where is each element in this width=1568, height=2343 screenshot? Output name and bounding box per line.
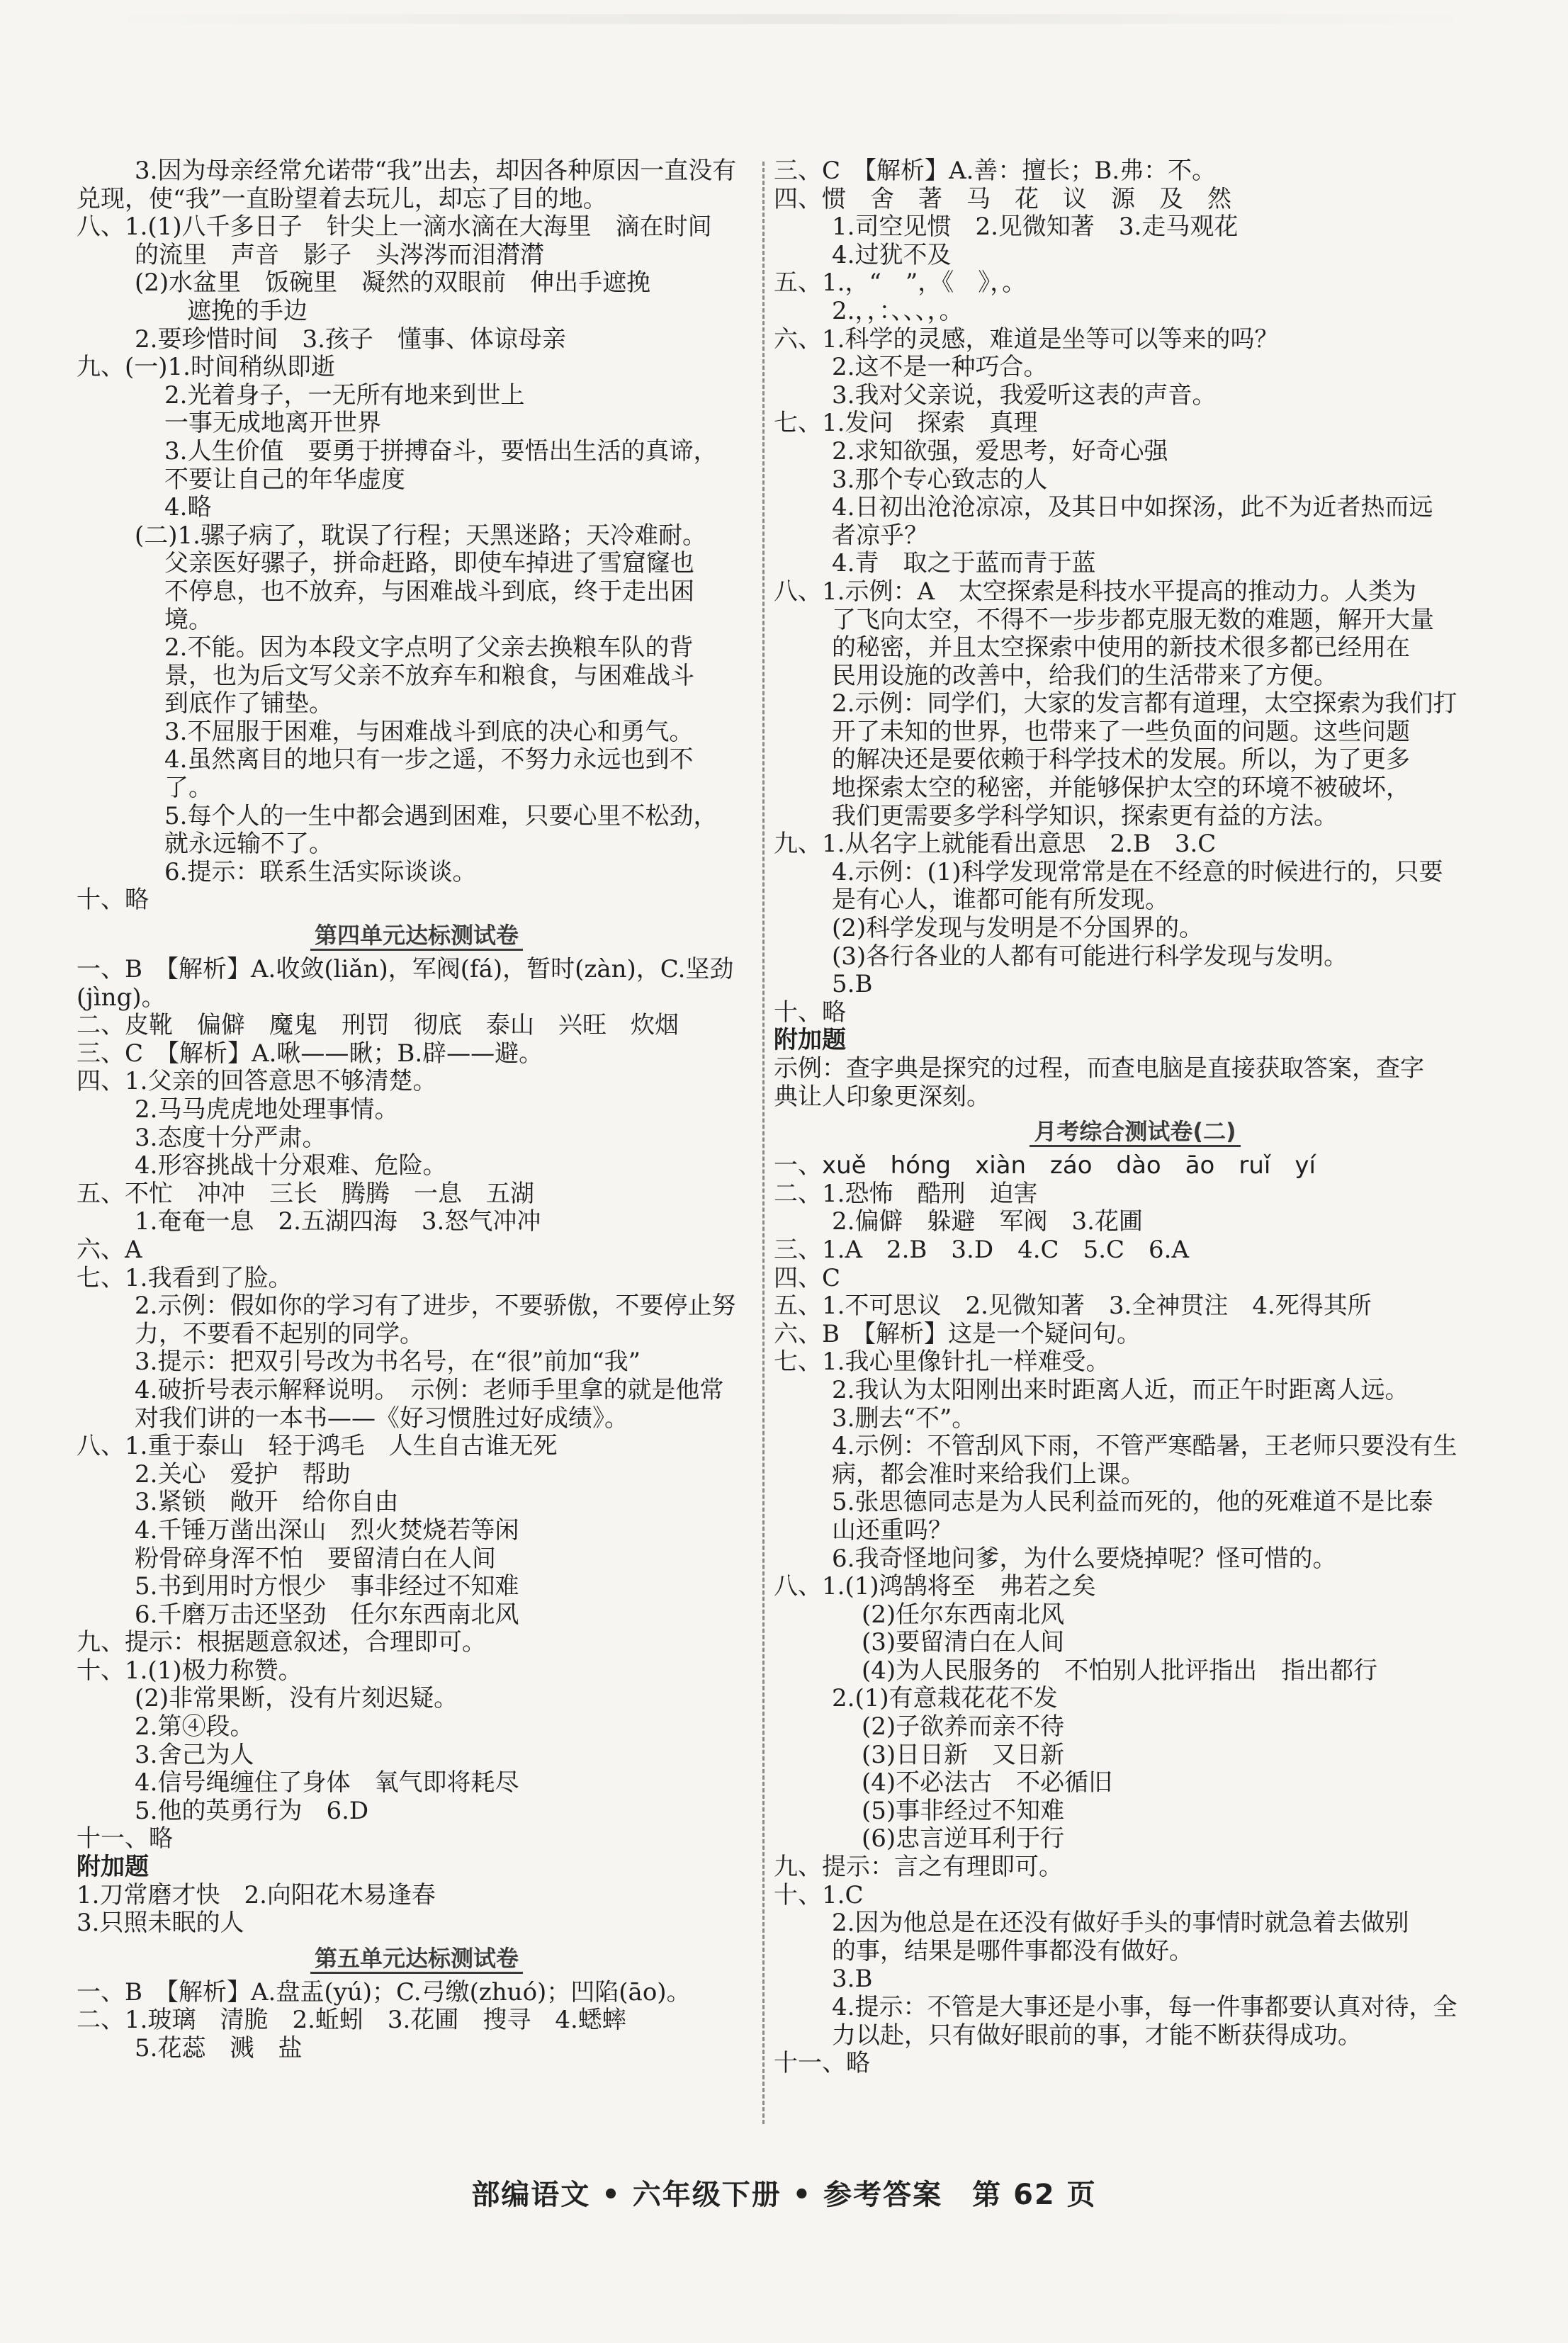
answer-line: 3.提示：把双引号改为书名号，在“很”前加“我” [135, 1348, 641, 1377]
answer-line: 开了未知的世界，也带来了一些负面的问题。这些问题 [832, 717, 1410, 746]
answer-line: 七、1.发问 探索 真理 [774, 409, 1038, 438]
column-divider [762, 162, 765, 2124]
answer-line: 十、1.C [774, 1880, 864, 1909]
answer-line: 十、略 [77, 886, 149, 915]
answer-line: 4.青 取之于蓝而青于蓝 [832, 549, 1096, 578]
section-heading [77, 915, 757, 956]
answer-line: 一、B 【解析】A.收敛(liǎn)，军阀(fá)，暂时(zàn)，C.坚劲 [77, 955, 734, 984]
answer-line: 4.虽然离目的地只有一步之遥，不努力永远也到不 [164, 745, 694, 774]
answer-line: 3.舍己为人 [135, 1740, 254, 1769]
answer-line: 二、1.恐怖 酷刑 迫害 [774, 1179, 1038, 1208]
answer-line: 1.刀常磨才快 2.向阳花木易逢春 [77, 1880, 436, 1909]
answer-line: 山还重吗？ [832, 1515, 952, 1545]
answer-line: (2)水盆里 饭碗里 凝然的双眼前 伸出手遮挽 [135, 269, 651, 298]
extra-question-label: 附加题 [77, 1853, 149, 1882]
answer-line: 4.破折号表示解释说明。 示例：老师手里拿的就是他常 [135, 1375, 724, 1404]
answer-line: 2.马马虎虎地处理事情。 [135, 1095, 399, 1124]
answer-line: 三、C 【解析】A.啾——瞅；B.辟——避。 [77, 1039, 543, 1068]
answer-line: 粉骨碎身浑不怕 要留清白在人间 [135, 1544, 496, 1573]
answer-line: 4.信号绳缠住了身体 氧气即将耗尽 [135, 1768, 519, 1797]
answer-line: 六、1.科学的灵感，难道是坐等可以等来的吗？ [774, 324, 1279, 354]
answer-line: 一、B 【解析】A.盘盂(yú)；C.弓缴(zhuó)；凹陷(āo)。 [77, 1977, 691, 2006]
answer-line: 2.关心 爱护 帮助 [135, 1460, 351, 1489]
answer-line: 4.提示：不管是大事还是小事，每一件事都要认真对待，全 [832, 1993, 1457, 2021]
answer-line: 力以赴，只有做好眼前的事，才能不断获得成功。 [832, 2021, 1362, 2050]
answer-line: 境。 [164, 605, 213, 634]
answer-line: 4.日初出沧沧凉凉，及其日中如探汤，此不为近者热而远 [832, 493, 1433, 522]
answer-line: 六、B 【解析】这是一个疑问句。 [774, 1319, 1141, 1348]
answer-line: 九、提示：言之有理即可。 [774, 1853, 1063, 1882]
answer-line: 九、1.从名字上就能看出意思 2.B 3.C [774, 830, 1217, 859]
answer-line: 民用设施的改善中，给我们的生活带来了方便。 [832, 661, 1338, 690]
answer-line: 2.偏僻 躲避 军阀 3.花圃 [832, 1207, 1143, 1236]
answer-line: 四、1.父亲的回答意思不够清楚。 [77, 1067, 437, 1096]
answer-line: (6)忠言逆耳利于行 [862, 1824, 1065, 1853]
left-answer-column [77, 157, 757, 2063]
answer-line: 的秘密，并且太空探索中使用的新技术很多都已经用在 [832, 633, 1410, 662]
answer-line: 七、1.我心里像针扎一样难受。 [774, 1348, 1110, 1377]
section-heading [77, 1938, 757, 1979]
answer-line: 的事，结果是哪件事都没有做好。 [832, 1936, 1193, 1965]
answer-line: 2.第④段。 [135, 1712, 254, 1741]
answer-line: (3)要留清白在人间 [862, 1628, 1065, 1657]
answer-line: 示例：查字典是探究的过程，而查电脑是直接获取答案，查字 [774, 1054, 1424, 1083]
answer-line: 到底作了铺垫。 [164, 689, 333, 718]
answer-line: 不要让自己的年华虚度 [164, 465, 405, 494]
answer-line: 我们更需要多学科学知识，探索更有益的方法。 [832, 801, 1338, 830]
answer-line: 3.B [832, 1965, 873, 1994]
answer-line: 4.示例：(1)科学发现常常是在不经意的时候进行的，只要 [832, 857, 1443, 886]
answer-line: 十、1.(1)极力称赞。 [77, 1656, 303, 1685]
section-heading-text: 第五单元达标测试卷 [310, 1945, 523, 1974]
answer-line: 3.人生价值 要勇于拼搏奋斗，要悟出生活的真谛， [164, 436, 718, 465]
scan-edge-mark [99, 14, 1481, 24]
answer-line: 2.示例：同学们，大家的发言都有道理，太空探索为我们打 [832, 689, 1457, 718]
answer-line: 的解决还是要依赖于科学技术的发展。所以，为了更多 [832, 745, 1410, 774]
answer-line: 6.千磨万击还坚劲 任尔东西南北风 [135, 1600, 519, 1629]
answer-line: 四、C [774, 1263, 841, 1292]
answer-line: 3.态度十分严肃。 [135, 1123, 327, 1152]
answer-line: 2.求知欲强，爱思考，好奇心强 [832, 436, 1168, 465]
answer-line: 3.因为母亲经常允诺带“我”出去，却因各种原因一直没有 [135, 157, 737, 185]
answer-line: (2)子欲养而亲不待 [862, 1712, 1065, 1741]
answer-line: 九、提示：根据题意叙述，合理即可。 [77, 1628, 486, 1657]
answer-line: 2.(1)有意栽花花不发 [832, 1684, 1058, 1713]
answer-line: 四、惯 舍 著 马 花 议 源 及 然 [774, 184, 1231, 213]
answer-line: 景，也为后文写父亲不放弃车和粮食，与困难战斗 [164, 661, 694, 690]
answer-line: 对我们讲的一本书——《好习惯胜过好成绩》。 [135, 1404, 628, 1433]
answer-line: 2.我认为太阳刚出来时距离人近，而正午时距离人远。 [832, 1375, 1409, 1404]
answer-line: 2.因为他总是在还没有做好手头的事情时就急着去做别 [832, 1909, 1409, 1938]
answer-line: 一、xuě hóng xiàn záo dào āo ruǐ yí [774, 1151, 1316, 1180]
answer-line: (二)1.骡子病了，耽误了行程；天黑迷路；天冷难耐。 [135, 521, 706, 550]
answer-line: 3.只照未眠的人 [77, 1909, 244, 1938]
answer-line: 2.不能。因为本段文字点明了父亲去换粮车队的背 [164, 633, 694, 662]
section-heading [774, 1111, 1496, 1152]
section-heading-text: 第四单元达标测试卷 [310, 922, 523, 951]
answer-line: 十一、略 [774, 2049, 870, 2078]
answer-line: 了。 [164, 774, 213, 803]
answer-line: 典让人印象更深刻。 [774, 1082, 991, 1111]
answer-line: 五、1.不可思议 2.见微知著 3.全神贯注 4.死得其所 [774, 1292, 1372, 1321]
answer-line: 病，都会准时来给我们上课。 [832, 1460, 1145, 1489]
answer-line: 一事无成地离开世界 [164, 409, 381, 438]
answer-line: 三、1.A 2.B 3.D 4.C 5.C 6.A [774, 1235, 1190, 1264]
answer-line: 3.紧锁 敞开 给你自由 [135, 1488, 399, 1517]
answer-line: (3)各行各业的人都有可能进行科学发现与发明。 [832, 942, 1348, 971]
answer-line: 五、不忙 冲冲 三长 腾腾 一息 五湖 [77, 1179, 534, 1208]
answer-line: 八、1.(1)鸿鹄将至 弗若之矣 [774, 1572, 1096, 1601]
section-heading-text: 月考综合测试卷(二) [1030, 1118, 1240, 1147]
answer-line: 者凉乎？ [832, 521, 928, 550]
answer-line: 1.奄奄一息 2.五湖四海 3.怒气冲冲 [135, 1207, 541, 1236]
answer-line: 六、A [77, 1235, 142, 1264]
answer-line: 5.花蕊 溅 盐 [135, 2034, 303, 2062]
answer-line: 五、1.，“ ”，《 》，。 [774, 269, 1027, 298]
answer-line: 八、1.重于泰山 轻于鸿毛 人生自古谁无死 [77, 1432, 558, 1461]
answer-line: 5.他的英勇行为 6.D [135, 1796, 369, 1825]
answer-line: 2.光着身子，一无所有地来到世上 [164, 380, 525, 410]
answer-line: 地探索太空的秘密，并能够保护太空的环境不被破坏， [832, 774, 1410, 803]
answer-line: 2.要珍惜时间 3.孩子 懂事、体谅母亲 [135, 324, 566, 354]
answer-line: 3.不屈服于困难，与困难战斗到底的决心和勇气。 [164, 717, 694, 746]
answer-line: 2.示例：假如你的学习有了进步，不要骄傲，不要停止努 [135, 1292, 736, 1321]
answer-line: 3.那个专心致志的人 [832, 465, 1048, 494]
answer-line: 九、(一)1.时间稍纵即逝 [77, 353, 335, 382]
answer-line: 5.每个人的一生中都会遇到困难，只要心里不松劲， [164, 801, 718, 830]
answer-line: 1.司空见惯 2.见微知著 3.走马观花 [832, 213, 1239, 242]
answer-line: (2)任尔东西南北风 [862, 1600, 1065, 1629]
answer-line: 5.书到用时方恨少 事非经过不知难 [135, 1572, 519, 1601]
answer-line: 5.张思德同志是为人民利益而死的，他的死难道不是比泰 [832, 1488, 1433, 1517]
answer-line: 力，不要看不起别的同学。 [135, 1319, 424, 1348]
answer-line: 就永远输不了。 [164, 830, 333, 859]
answer-line: (3)日日新 又日新 [862, 1740, 1065, 1769]
answer-line: (2)非常果断，没有片刻迟疑。 [135, 1684, 458, 1713]
answer-line: 了飞向太空，不得不一步步都克服无数的难题，解开大量 [832, 605, 1434, 634]
answer-line: 4.过犹不及 [832, 240, 952, 269]
answer-line: 二、1.玻璃 清脆 2.蚯蚓 3.花圃 搜寻 4.蟋蟀 [77, 2006, 626, 2035]
answer-line: 不停息，也不放弃，与困难战斗到底，终于走出困 [164, 577, 694, 606]
answer-line: 2.，，：、、、，。 [832, 296, 964, 325]
answer-line: 十一、略 [77, 1824, 173, 1853]
answer-line: 5.B [832, 970, 873, 999]
answer-line: 父亲医好骡子，拼命赶路，即使车掉进了雪窟窿也 [164, 549, 694, 578]
page-footer: 部编语文 • 六年级下册 • 参考答案 第 62 页 [471, 2179, 1097, 2211]
answer-line: 八、1.(1)八千多日子 针尖上一滴水滴在大海里 滴在时间 [77, 213, 712, 242]
answer-line: 二、皮靴 偏僻 魔鬼 刑罚 彻底 泰山 兴旺 炊烟 [77, 1011, 679, 1040]
extra-question-label: 附加题 [774, 1026, 846, 1055]
answer-line: 4.略 [164, 493, 212, 522]
answer-line: 是有心人，谁都可能有所发现。 [832, 886, 1169, 915]
answer-line: 4.千锤万凿出深山 烈火焚烧若等闲 [135, 1515, 519, 1545]
answer-line: (2)科学发现与发明是不分国界的。 [832, 914, 1204, 943]
answer-line: (4)为人民服务的 不怕别人批评指出 指出都行 [862, 1656, 1378, 1685]
answer-line: 4.形容挑战十分艰难、危险。 [135, 1151, 447, 1180]
answer-line: 2.这不是一种巧合。 [832, 353, 1048, 382]
answer-line: (5)事非经过不知难 [862, 1796, 1065, 1825]
answer-line: 三、C 【解析】A.善：擅长；B.弗：不。 [774, 157, 1217, 185]
answer-line: 遮挽的手边 [187, 296, 308, 325]
answer-line: 3.删去“不”。 [832, 1404, 976, 1433]
answer-line: (4)不必法古 不必循旧 [862, 1768, 1113, 1797]
answer-line: (jìng)。 [77, 983, 166, 1012]
answer-line: 4.示例：不管刮风下雨，不管严寒酷暑，王老师只要没有生 [832, 1432, 1457, 1461]
right-answer-column [774, 157, 1496, 2078]
answer-line: 十、略 [774, 998, 846, 1027]
answer-line: 八、1.示例：A 太空探索是科技水平提高的推动力。人类为 [774, 577, 1416, 606]
answer-line: 6.我奇怪地问爹，为什么要烧掉呢？怪可惜的。 [832, 1544, 1337, 1573]
answer-line: 七、1.我看到了脸。 [77, 1263, 293, 1292]
answer-line: 6.提示：联系生活实际谈谈。 [164, 857, 477, 886]
answer-line: 兑现，使“我”一直盼望着去玩儿，却忘了目的地。 [77, 184, 607, 213]
answer-line: 的流里 声音 影子 头涔涔而泪潸潸 [135, 240, 544, 269]
answer-line: 3.我对父亲说，我爱听这表的声音。 [832, 380, 1217, 410]
